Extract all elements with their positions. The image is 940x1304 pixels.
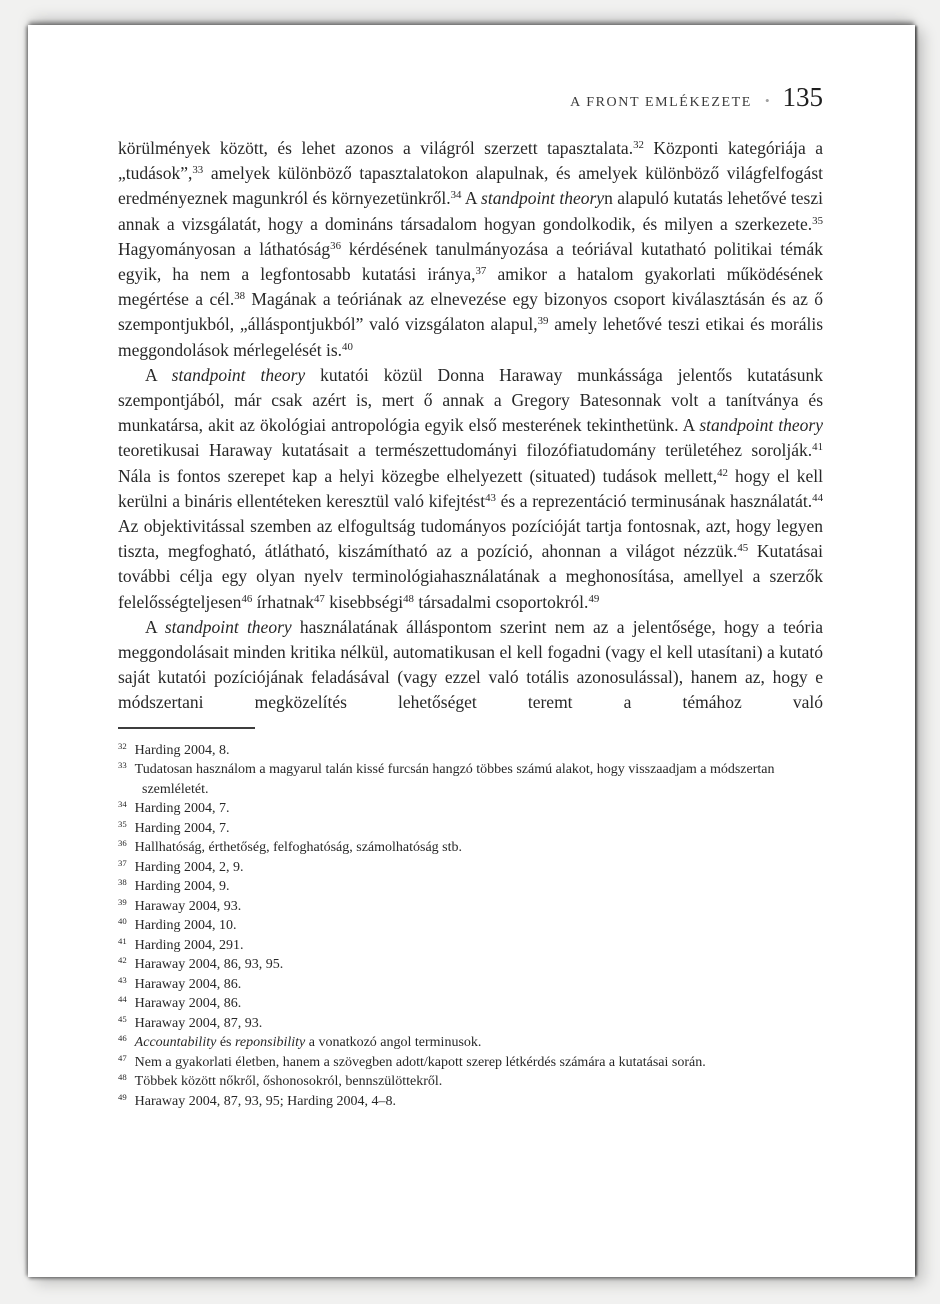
text-run: körülmények között, és lehet azonos a világról szerzett tapasztalata. [118, 138, 634, 158]
text-run: Nem a gyakorlati életben, hanem a szövegben adott/kapott szerep létkérdés számára a kutatásai során. [134, 1054, 706, 1070]
body-text [118, 136, 823, 716]
footnote-number: 37 [118, 857, 127, 868]
text-run: Kutatásai további célja egy olyan nyelv terminológiahasználatának a meghonosítása, amellyel a szerzők felelősségteljesen [118, 541, 823, 612]
text-run: Többek között nőkről, őshonosokról, bennszülöttekről. [134, 1074, 443, 1090]
footnote-reference: 46 [241, 592, 253, 605]
footnote-reference: 42 [717, 466, 728, 479]
footnote-number: 43 [118, 974, 127, 985]
text-run: használatának álláspontom szerint nem az a jelentősége, hogy a teória meggondolásait minden kritika nélkül, automatikusan el kell fogadni (vagy el kell utasítani) a kutató saját kutatói pozíciójának feladásával (vagy ezzel való totális azonosulással), hanem az, hogy e módszertani megközelítés lehetőséget teremt a témához való [118, 616, 823, 713]
text-run: Harding 2004, 7. [134, 820, 230, 836]
footnote-reference: 37 [475, 265, 487, 278]
footnote-number: 45 [118, 1013, 127, 1024]
footnote-reference: 45 [737, 542, 749, 555]
footnote [118, 838, 823, 858]
footnote-list [118, 741, 823, 1112]
footnote [118, 1033, 823, 1053]
footnote-reference: 48 [403, 592, 414, 605]
scanned-page [28, 25, 915, 1277]
paragraph [118, 363, 823, 615]
text-run: Harding 2004, 9. [134, 879, 230, 895]
footnote [118, 799, 823, 819]
footnote [118, 1072, 823, 1092]
footnote-number: 35 [118, 818, 127, 829]
text-run: kisebbségi [324, 591, 404, 612]
text-run: A [461, 188, 482, 209]
text-run: Tudatosan használom a magyarul talán kissé furcsán hangzó többes számú alakot, hogy visszaadjam a módszertan szemléletét. [134, 762, 775, 797]
paragraph [118, 136, 823, 363]
footnote-number: 34 [118, 799, 127, 810]
text-run: Harding 2004, 8. [134, 742, 230, 758]
text-run: Haraway 2004, 86. [134, 976, 242, 992]
footnote-number: 46 [118, 1033, 127, 1044]
italic-text: standpoint theory [481, 188, 605, 209]
footnote [118, 877, 823, 897]
text-run: Haraway 2004, 86, 93, 95. [134, 957, 284, 973]
text-run: és [216, 1035, 235, 1051]
text-run: Haraway 2004, 86. [134, 996, 242, 1012]
text-run: írhatnak [252, 591, 314, 612]
footnote [118, 897, 823, 917]
footnote-number: 49 [118, 1091, 127, 1102]
footnote-reference: 49 [588, 592, 600, 605]
footnote-number: 44 [118, 994, 127, 1005]
footnote-reference: 38 [234, 290, 246, 303]
footnote-number: 47 [118, 1052, 127, 1063]
text-run: hogy el kell kerülni a bináris ellentéteken keresztül való kifejtést [118, 465, 823, 511]
footnote [118, 1092, 823, 1112]
page-header [118, 82, 823, 114]
text-run: A [145, 364, 172, 385]
footnote [118, 955, 823, 975]
text-run: és a reprezentáció terminusának használatát. [495, 490, 813, 511]
text-run: Harding 2004, 291. [134, 937, 244, 953]
footnote [118, 975, 823, 995]
footnote-number: 41 [118, 935, 127, 946]
footnote [118, 936, 823, 956]
separator-dot-icon: • [764, 93, 770, 108]
text-run: Haraway 2004, 87, 93. [134, 1015, 263, 1031]
footnote-reference: 39 [537, 315, 549, 328]
italic-text: standpoint theory [164, 616, 292, 637]
text-run: kutatói közül Donna Haraway munkássága jelentős kutatásunk szempontjából, már csak azért is, mert ő annak a Gregory Batesonnak volt a tanítványa és munkatársa, akit az ökológiai antropológia egyik első mesterének tekinthetünk. A [118, 364, 823, 436]
footnote-number: 33 [118, 760, 127, 771]
page-number: 135 [782, 82, 823, 112]
text-run: kérdésének tanulmányozása a teóriával kutatható politikai témák egyik, ha nem a legfontosabb kutatási iránya, [118, 238, 823, 285]
footnote-reference: 41 [812, 441, 823, 454]
footnote-number: 42 [118, 955, 127, 966]
footnote-number: 38 [118, 877, 127, 888]
text-run: Hagyományosan a láthatóság [118, 238, 331, 259]
footnote [118, 1053, 823, 1073]
text-run: Haraway 2004, 87, 93, 95; Harding 2004, 4–8. [134, 1093, 396, 1109]
footnote-number: 32 [118, 740, 127, 751]
footnote-reference: 44 [812, 491, 823, 504]
text-run: Központi kategóriája a „tudások”, [118, 138, 823, 184]
footnote [118, 858, 823, 878]
footnote-reference: 33 [192, 164, 204, 177]
text-run: A [145, 616, 165, 637]
italic-text: Accountability [134, 1035, 217, 1051]
footnote-divider [118, 727, 255, 729]
footnote-reference: 47 [314, 592, 325, 605]
text-run: Harding 2004, 2, 9. [134, 859, 244, 875]
footnote [118, 994, 823, 1014]
italic-text: standpoint theory [171, 364, 306, 385]
running-head-title: A FRONT EMLÉKEZETE [570, 95, 752, 110]
footnote [118, 819, 823, 839]
text-run: teoretikusai Haraway kutatásait a természettudományi filozófiatudomány területéhez sorolják. [118, 440, 813, 461]
text-run: Az objektivitással szemben az elfogultság tudományos pozícióját tartja fontosnak, azt, hogy legyen tiszta, megfogható, átlátható, kiszámítható az a pozíció, ahonnan a világot nézzük. [118, 516, 823, 562]
footnote-number: 39 [118, 896, 127, 907]
text-run: amelyek különböző tapasztalatokon alapulnak, és amelyek különböző világfelfogást eredményeznek magunkról és környezetünkről. [118, 163, 823, 209]
footnote-reference: 36 [330, 239, 341, 252]
footnote-reference: 43 [485, 491, 496, 504]
footnote-number: 36 [118, 838, 127, 849]
text-run: Nála is fontos szerepet kap a helyi közegbe elhelyezett (situated) tudások mellett, [118, 465, 718, 486]
footnote-reference: 34 [450, 189, 462, 202]
text-run: amikor a hatalom gyakorlati működésének megértése a cél. [118, 264, 823, 310]
text-run: társadalmi csoportokról. [413, 591, 589, 612]
text-run: Harding 2004, 7. [134, 801, 230, 817]
footnote [118, 1014, 823, 1034]
text-run: Magának a teóriának az elnevezése egy bizonyos csoport kiválasztásán és az ő szempontjukból, „álláspontjukból” való vizsgálaton alapul, [118, 289, 823, 335]
text-run: Haraway 2004, 93. [134, 898, 242, 914]
text-run: Harding 2004, 10. [134, 918, 237, 934]
footnote-number: 40 [118, 916, 127, 927]
italic-text: standpoint theory [699, 415, 823, 436]
paragraph [118, 615, 823, 716]
footnote-reference: 32 [633, 139, 644, 152]
text-run: amely lehetővé teszi etikai és morális meggondolások mérlegelését is. [118, 314, 824, 360]
italic-text: reponsibility [235, 1035, 306, 1051]
footnote [118, 741, 823, 761]
footnote-reference: 40 [342, 340, 353, 353]
footnote [118, 916, 823, 936]
footnote-reference: 35 [812, 214, 823, 227]
footnote [118, 760, 823, 799]
text-run: Hallhatóság, érthetőség, felfoghatóság, számolhatóság stb. [134, 840, 463, 856]
text-run: a vonatkozó angol terminusok. [305, 1035, 482, 1051]
text-run: n alapuló kutatás lehetővé teszi annak a vizsgálatát, hogy a domináns társadalom hogyan gondolkodik, és milyen a szerkezete. [118, 188, 823, 234]
footnote-number: 48 [118, 1072, 127, 1083]
